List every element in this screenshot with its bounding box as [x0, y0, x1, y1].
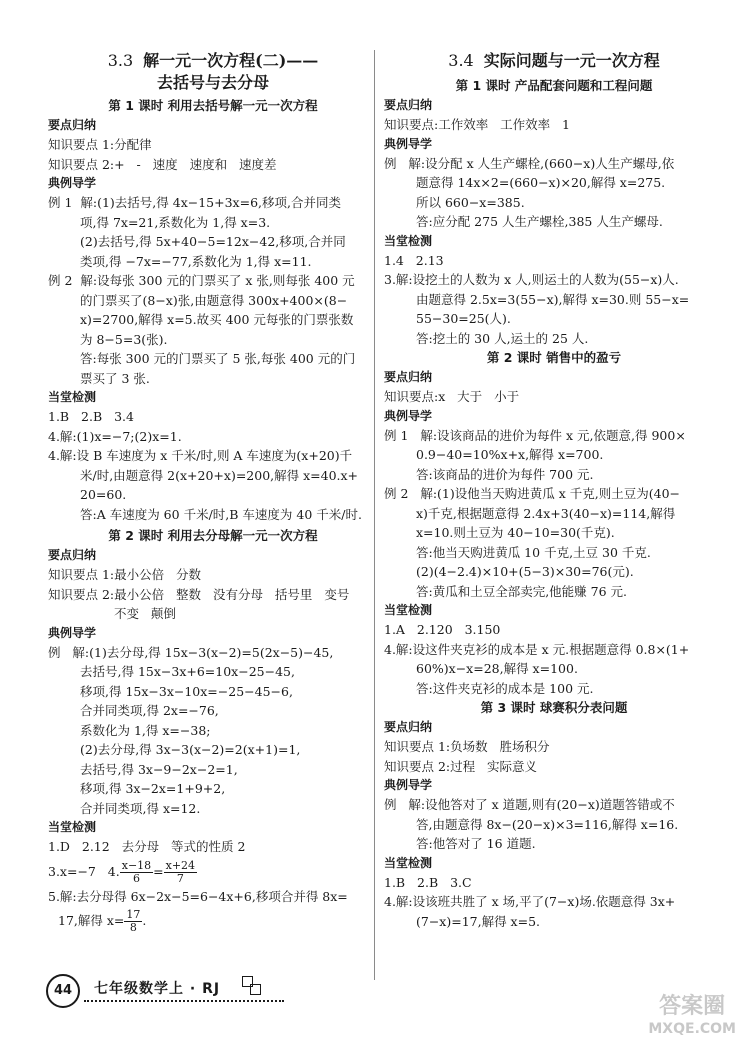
example-line: 答:他当天购进黄瓜 10 千克,土豆 30 千克. [416, 544, 651, 560]
check-line: 60%)x−x=28,解得 x=100. [416, 661, 578, 676]
lesson-title: 第 1 课时 产品配套问题和工程问题 [455, 78, 653, 93]
period: . [142, 913, 147, 928]
page-number: 44 [46, 974, 80, 1008]
check-line: 4.解:(1)x=−7;(2)x=1. [48, 428, 182, 444]
fraction-denominator: 8 [129, 921, 137, 934]
watermark-line: 答案圈 [659, 994, 726, 1019]
check-line: 1.B 2.B 3.C [384, 874, 472, 890]
example-line: 答:黄瓜和土豆全部卖完,他能赚 76 元. [416, 583, 628, 599]
key-point-line: 知识要点 2:过程 实际意义 [384, 758, 538, 774]
example-line: 例 解:设他答对了 x 道题,则有(20−x)道题答错或不 [384, 797, 675, 812]
example-line: (2)(4−2.4)×10+(5−3)×30=76(元). [416, 564, 634, 579]
heading-examples: 典例导学 [48, 176, 97, 190]
fraction-denominator: 7 [176, 871, 184, 885]
heading-key-points: 要点归纳 [384, 98, 433, 112]
key-point-line: 知识要点 2:最小公倍 整数 没有分母 括号里 变号 [48, 586, 350, 602]
section-subtitle: 去括号与去分母 [156, 73, 269, 92]
heading-check: 当堂检测 [384, 855, 433, 870]
example-line: x=10.则土豆为 40−10=30(千克). [416, 525, 615, 540]
check-line-fraction [48, 857, 378, 887]
example-line: 0.9−40=10%x+x,解得 x=700. [416, 447, 604, 462]
example-line: 答:该商品的进价为每件 700 元. [416, 466, 594, 482]
lesson-title: 第 2 课时 利用去分母解一元一次方程 [108, 528, 318, 543]
example-line: 票买了 3 张. [80, 370, 150, 386]
check-line: 米/时,由题意得 2(x+20+x)=200,解得 x=40.x+ [80, 467, 359, 483]
example-line: 移项,得 3x−2x=1+9+2, [80, 781, 226, 796]
fraction-denominator: 6 [132, 871, 140, 885]
check-line-fraction [48, 906, 378, 936]
check-line: 3.解:设挖土的人数为 x 人,则运土的人数为(55−x)人. [384, 272, 679, 287]
decorative-square-icon [250, 984, 261, 995]
check-line: 答:A 车速度为 60 千米/时,B 车速度为 40 千米/时. [80, 506, 362, 522]
key-point-line: 不变 颠倒 [114, 606, 176, 621]
check-text: 3.x=−7 4. [48, 863, 120, 879]
heading-check: 当堂检测 [48, 820, 97, 834]
example-line: 为 8−5=3(张). [80, 331, 168, 347]
example-line: 移项,得 15x−3x−10x=−25−45−6, [80, 683, 293, 699]
left-column [48, 50, 378, 936]
example-line: 系数化为 1,得 x=−38; [80, 722, 211, 738]
check-line: 20=60. [80, 487, 127, 502]
heading-check: 当堂检测 [48, 390, 97, 404]
example-line: 合并同类项,得 x=12. [80, 800, 201, 816]
check-line: 4.解:设这件夹克衫的成本是 x 元.根据题意得 0.8×(1+ [384, 641, 690, 657]
example-line: x)=2700,解得 x=5.故买 400 元每张的门票张数 [80, 312, 354, 327]
key-point-line: 知识要点 1:负场数 胜场积分 [384, 739, 550, 754]
fraction [164, 860, 197, 885]
fraction [124, 909, 142, 934]
heading-key-points: 要点归纳 [384, 720, 433, 734]
example-line: 答:应分配 275 人生产螺栓,385 人生产螺母. [416, 214, 663, 229]
heading-examples: 典例导学 [384, 136, 433, 151]
check-line: 1.A 2.120 3.150 [384, 622, 501, 637]
key-point-line: 知识要点 1:最小公倍 分数 [48, 567, 202, 582]
example-line: x)千克,根据题意得 2.4x+3(40−x)=114,解得 [416, 505, 676, 521]
example-line: 例 2 解:设每张 300 元的门票买了 x 张,则每张 400 元 [48, 273, 355, 288]
lesson-title: 第 2 课时 销售中的盈亏 [486, 350, 622, 365]
fraction-numerator: x+24 [165, 858, 196, 872]
example-line: (2)去分母,得 3x−3(x−2)=2(x+1)=1, [80, 742, 301, 757]
example-line: 例 解:(1)去分母,得 15x−3(x−2)=5(2x−5)−45, [48, 644, 334, 660]
example-line: (2)去括号,得 5x+40−5=12x−42,移项,合并同 [80, 234, 346, 249]
example-line: 去括号,得 15x−3x+6=10x−25−45, [80, 664, 295, 679]
check-text: 17,解得 x= [58, 913, 125, 928]
footer-dotted-rule [84, 1000, 284, 1002]
example-line: 合并同类项,得 2x=−76, [80, 703, 219, 718]
check-line: 答:这件夹克衫的成本是 100 元. [416, 680, 594, 696]
page-footer [46, 970, 266, 1010]
key-point-line: 知识要点:工作效率 工作效率 1 [384, 117, 571, 132]
heading-examples: 典例导学 [384, 778, 433, 792]
example-line: 题意得 14x×2=(660−x)×20,解得 x=275. [416, 175, 666, 190]
check-line: 5.解:去分母得 6x−2x−5=6−4x+6,移项合并得 8x= [48, 888, 348, 904]
fraction [120, 860, 153, 885]
example-line: 答:他答对了 16 道题. [416, 836, 536, 851]
example-line: 去括号,得 3x−9−2x−2=1, [80, 761, 238, 777]
example-line: 例 1 解:设该商品的进价为每件 x 元,依题意,得 900× [384, 427, 686, 443]
section-number: 3.4 [448, 51, 474, 70]
check-line: (7−x)=17,解得 x=5. [416, 913, 541, 929]
check-line: 由题意得 2.5x=3(55−x),解得 x=30.则 55−x= [416, 291, 690, 307]
check-line: 1.B 2.B 3.4 [48, 409, 134, 424]
heading-key-points: 要点归纳 [384, 370, 433, 384]
right-column [384, 50, 724, 931]
watermark [648, 996, 736, 1040]
fraction-numerator: 17 [126, 908, 141, 921]
key-point-line: 知识要点:x 大于 小于 [384, 389, 520, 404]
heading-key-points: 要点归纳 [48, 548, 97, 562]
section-title-text: 解一元一次方程(二)—— [143, 51, 319, 70]
heading-check: 当堂检测 [384, 603, 433, 617]
example-line: 项,得 7x=21,系数化为 1,得 x=3. [80, 214, 271, 230]
heading-check: 当堂检测 [384, 233, 433, 248]
example-line: 答:每张 300 元的门票买了 5 张,每张 400 元的门 [80, 351, 356, 366]
watermark-line: MXQE.COM [648, 1021, 736, 1037]
equals-sign: = [153, 863, 164, 879]
check-line: 4.解:设该班共胜了 x 场,平了(7−x)场.依题意得 3x+ [384, 894, 676, 909]
example-line: 的门票买了(8−x)张,由题意得 300x+400×(8− [80, 292, 348, 308]
heading-examples: 典例导学 [384, 408, 433, 423]
section-title [384, 50, 724, 72]
lesson-title: 第 1 课时 利用去括号解一元一次方程 [108, 98, 318, 113]
heading-key-points: 要点归纳 [48, 118, 97, 132]
key-point-line: 知识要点 1:分配律 [48, 137, 152, 152]
example-line: 例 2 解:(1)设他当天购进黄瓜 x 千克,则土豆为(40− [384, 486, 680, 501]
lesson-title: 第 3 课时 球赛积分表问题 [480, 700, 628, 715]
check-line: 4.解:设 B 车速度为 x 千米/时,则 A 车速度为(x+20)千 [48, 448, 353, 463]
section-number: 3.3 [107, 51, 134, 70]
check-line: 55−30=25(人). [416, 311, 511, 326]
example-line: 所以 660−x=385. [416, 194, 525, 210]
example-line: 答,由题意得 8x−(20−x)×3=116,解得 x=16. [416, 816, 679, 832]
section-title [48, 50, 378, 72]
section-title-text: 实际问题与一元一次方程 [483, 51, 660, 70]
heading-examples: 典例导学 [48, 625, 97, 640]
example-line: 例 解:设分配 x 人生产螺栓,(660−x)人生产螺母,依 [384, 155, 675, 171]
fraction-numerator: x−18 [121, 858, 152, 872]
example-line: 例 1 解:(1)去括号,得 4x−15+3x=6,移项,合并同类 [48, 195, 341, 210]
check-line: 1.D 2.12 去分母 等式的性质 2 [48, 839, 246, 854]
example-line: 类项,得 −7x=−77,系数化为 1,得 x=11. [80, 253, 312, 269]
book-label: 七年级数学上 · RJ [94, 981, 221, 997]
check-line: 1.4 2.13 [384, 252, 444, 268]
check-line: 答:挖土的 30 人,运土的 25 人. [416, 330, 589, 346]
key-point-line: 知识要点 2:+ - 速度 速度和 速度差 [48, 156, 277, 172]
